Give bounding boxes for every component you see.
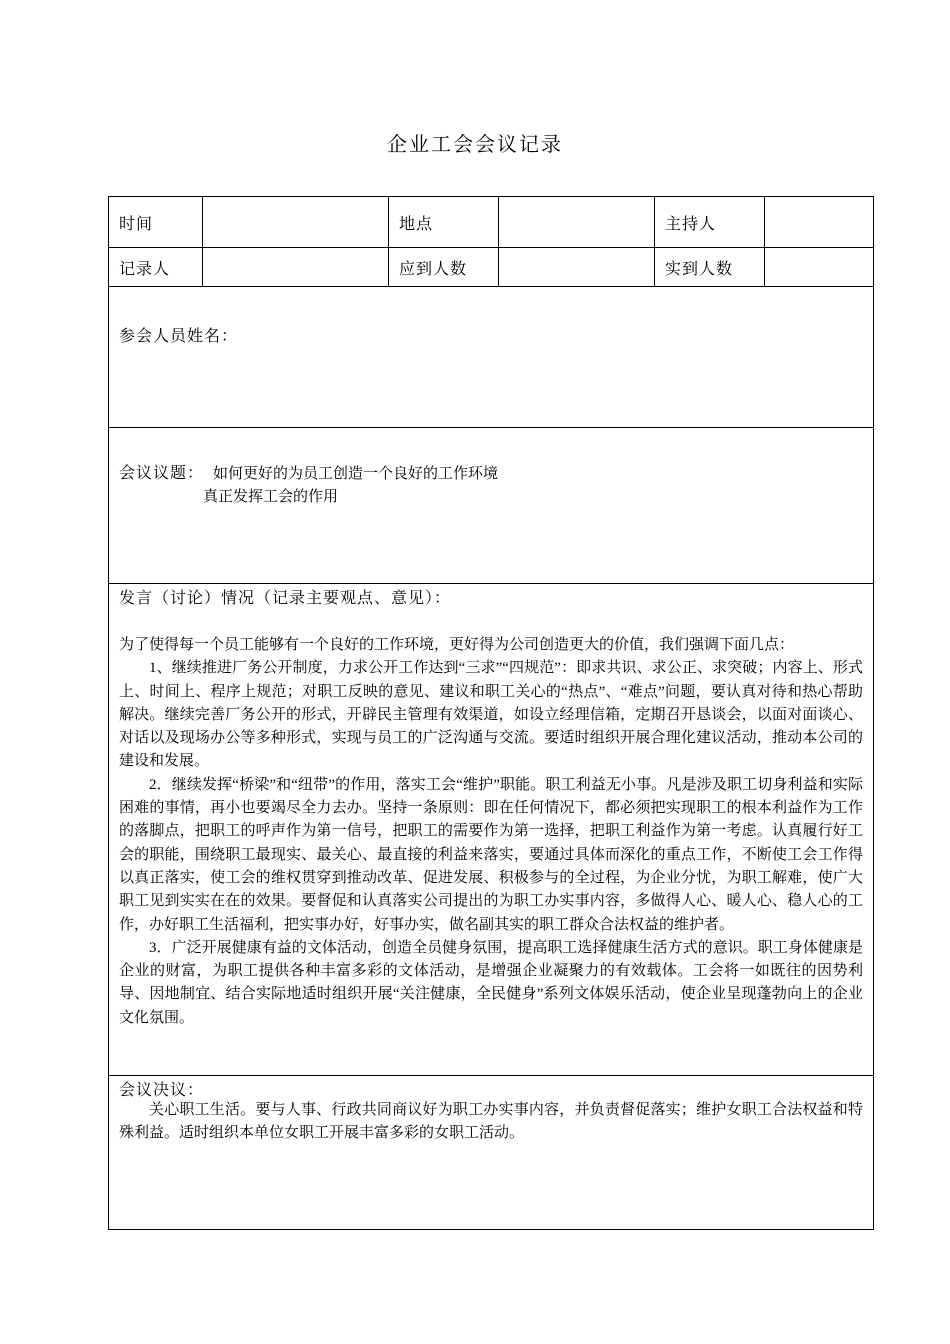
recorder-field[interactable] — [203, 248, 389, 286]
topic-label: 会议议题： — [119, 463, 205, 482]
discussion-point-1: 1、继续推进厂务公开制度，力求公开工作达到“三求”“四规范”：即求共识、求公正、求突破；内容上、形式上、时间上、程序上规范；对职工反映的意见、建议和职工关心的“热点”、“难点”问题，要认真对待和热心帮助解决。继续完善厂务公开的形式，开辟民主管理有效渠道，如设立经理信箱，定期召开恳谈会，以面对面谈心、对话以及现场办公等多种形式，实现与员工的广泛沟通与交流。要适时组织开展合理化建议活动，推动本公司的建设和发展。 — [119, 660, 863, 770]
topic-line-1: 如何更好的为员工创造一个良好的工作环境 — [213, 466, 499, 482]
time-label: 时间 — [109, 197, 203, 247]
discussion-intro: 为了使得每一个员工能够有一个良好的工作环境，更好得为公司创造更大的价值，我们强调下面几点： — [119, 637, 795, 653]
host-field[interactable] — [765, 197, 873, 247]
topic-line-2: 真正发挥工会的作用 — [203, 489, 339, 505]
discussion-label: 发言（讨论）情况（记录主要观点、意见）： — [119, 588, 452, 607]
location-label: 地点 — [389, 197, 499, 247]
resolution-label: 会议决议： — [119, 1080, 205, 1099]
topic-section[interactable] — [109, 428, 873, 584]
recorder-label: 记录人 — [109, 248, 203, 286]
expected-count-field[interactable] — [499, 248, 655, 286]
discussion-point-2: 2．继续发挥“桥梁”和“纽带”的作用，落实工会“维护”职能。职工利益无小事。凡是涉及职工切身利益和实际困难的事情，再小也要竭尽全力去办。坚持一条原则：即在任何情况下，都必须把实现职工的根本利益作为工作的落脚点，把职工的呼声作为第一信号，把职工的需要作为第一选择，把职工利益作为第一考虑。认真履行好工会的职能，围绕职工最现实、最关心、最直接的利益来落实，要通过具体而深化的重点工作，不断使工会工作得以真正落实，使工会的维权贯穿到推动改革、促进发展、积极参与的全过程，为企业分忧，为职工解难，使广大职工见到实实在在的效果。要督促和认真落实公司提出的为职工办实事内容，多做得人心、暖人心、稳人心的工作，办好职工生活福利，把实事办好，好事办实，做名副其实的职工群众合法权益的维护者。 — [119, 776, 863, 933]
time-field[interactable] — [203, 197, 389, 247]
attendees-section[interactable] — [109, 287, 873, 428]
host-label: 主持人 — [655, 197, 765, 247]
location-field[interactable] — [499, 197, 655, 247]
actual-count-field[interactable] — [765, 248, 873, 286]
resolution-section[interactable] — [109, 1076, 873, 1229]
resolution-text: 关心职工生活。要与人事、行政共同商议好为职工办实事内容，并负责督促落实；维护女职工合法权益和特殊利益。适时组织本单位女职工开展丰富多彩的女职工活动。 — [119, 1102, 863, 1142]
meeting-record-form — [108, 196, 874, 1230]
attendees-label: 参会人员姓名： — [119, 326, 239, 345]
header-row-2 — [109, 248, 873, 287]
document-title: 企业工会会议记录 — [387, 132, 563, 156]
expected-count-label: 应到人数 — [389, 248, 499, 286]
discussion-body — [119, 634, 863, 1030]
actual-count-label: 实到人数 — [655, 248, 765, 286]
discussion-point-3: 3．广泛开展健康有益的文体活动，创造全员健身氛围，提高职工选择健康生活方式的意识。职工身体健康是企业的财富，为职工提供各种丰富多彩的文体活动，是增强企业凝聚力的有效载体。工会将一如既往的因势利导、因地制宜、结合实际地适时组织开展“关注健康，全民健身”系列文体娱乐活动，使企业呈现蓬勃向上的企业文化氛围。 — [119, 939, 863, 1026]
discussion-section[interactable] — [109, 584, 873, 1076]
header-row-1 — [109, 197, 873, 248]
